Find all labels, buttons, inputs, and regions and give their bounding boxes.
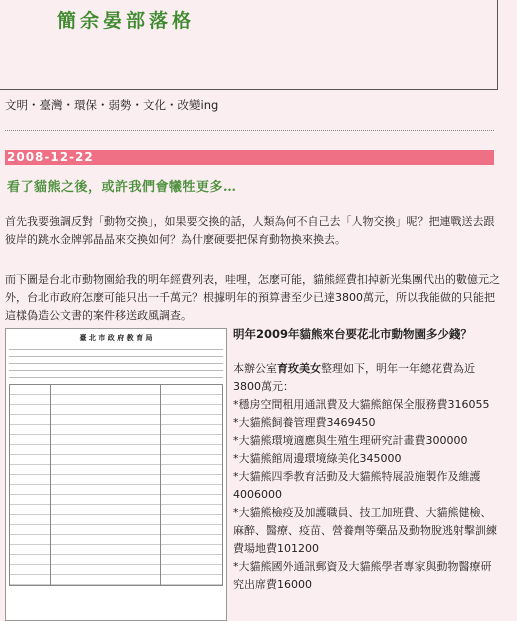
budget-item: *大貓熊四季教育活動及大貓熊特展設施製作及維護4006000 bbox=[233, 470, 481, 501]
author-name: 育玫美女 bbox=[277, 362, 321, 375]
document-table bbox=[9, 384, 223, 586]
document-text-lines bbox=[6, 349, 226, 378]
budget-list bbox=[233, 326, 498, 594]
post-date: 2008-12-22 bbox=[5, 150, 494, 165]
post-paragraph-2: 而下圖是台北市動物園給我的明年經費列表，哇哩，怎麼可能，貓熊經費扣掉新光集團代出的數億元之外，台北市政府怎麼可能只出一千萬元？根據明年的預算書至少已達3800萬元，所以我能做的只能把這樣偽造公文書的案件移送政風調查。 bbox=[5, 273, 500, 322]
divider bbox=[5, 130, 494, 131]
post-title[interactable]: 看了貓熊之後，或許我們會犧牲更多… bbox=[7, 180, 237, 195]
budget-item: *大貓熊國外通訊郵資及大貓熊學者專家與動物醫療研究出席費16000 bbox=[233, 560, 492, 591]
document-heading: 臺 北 市 政 府 教 育 局 bbox=[79, 334, 153, 342]
budget-intro: 本辦公室育玫美女整理如下，明年一年總花費為近3800萬元： bbox=[233, 362, 475, 393]
blog-tagline: 文明・臺灣・環保・弱勢・文化・改變ing bbox=[5, 98, 219, 112]
blog-title[interactable]: 簡余晏部落格 bbox=[57, 10, 196, 32]
budget-item: *大貓熊飼養管理費3469450 bbox=[233, 416, 376, 429]
budget-item: *大貓熊檢疫及加護職員、技工加班費、大貓熊健檢、麻醉、醫療、疫苗、營養劑等藥品及動物脫逃射擊訓練費場地費101200 bbox=[233, 506, 497, 555]
budget-item: *穩房空間租用通訊費及大貓熊館保全服務費316055 bbox=[233, 398, 490, 411]
budget-heading: 明年2009年貓熊來台要花北市動物園多少錢？ bbox=[233, 327, 473, 341]
budget-item: *大貓熊環境適應與生殖生理研究計畫費300000 bbox=[233, 434, 468, 447]
budget-item: *大貓熊館周邊環境綠美化345000 bbox=[233, 452, 402, 465]
blog-header bbox=[0, 0, 498, 90]
document-image[interactable] bbox=[5, 328, 227, 621]
post-paragraph-1: 首先我要強調反對「動物交換」，如果要交換的話，人類為何不自己去「人物交換」呢？把連戰送去跟彼岸的跳水金牌郭晶晶來交換如何？為什麼硬要把保育動物換來換去。 bbox=[5, 215, 495, 246]
